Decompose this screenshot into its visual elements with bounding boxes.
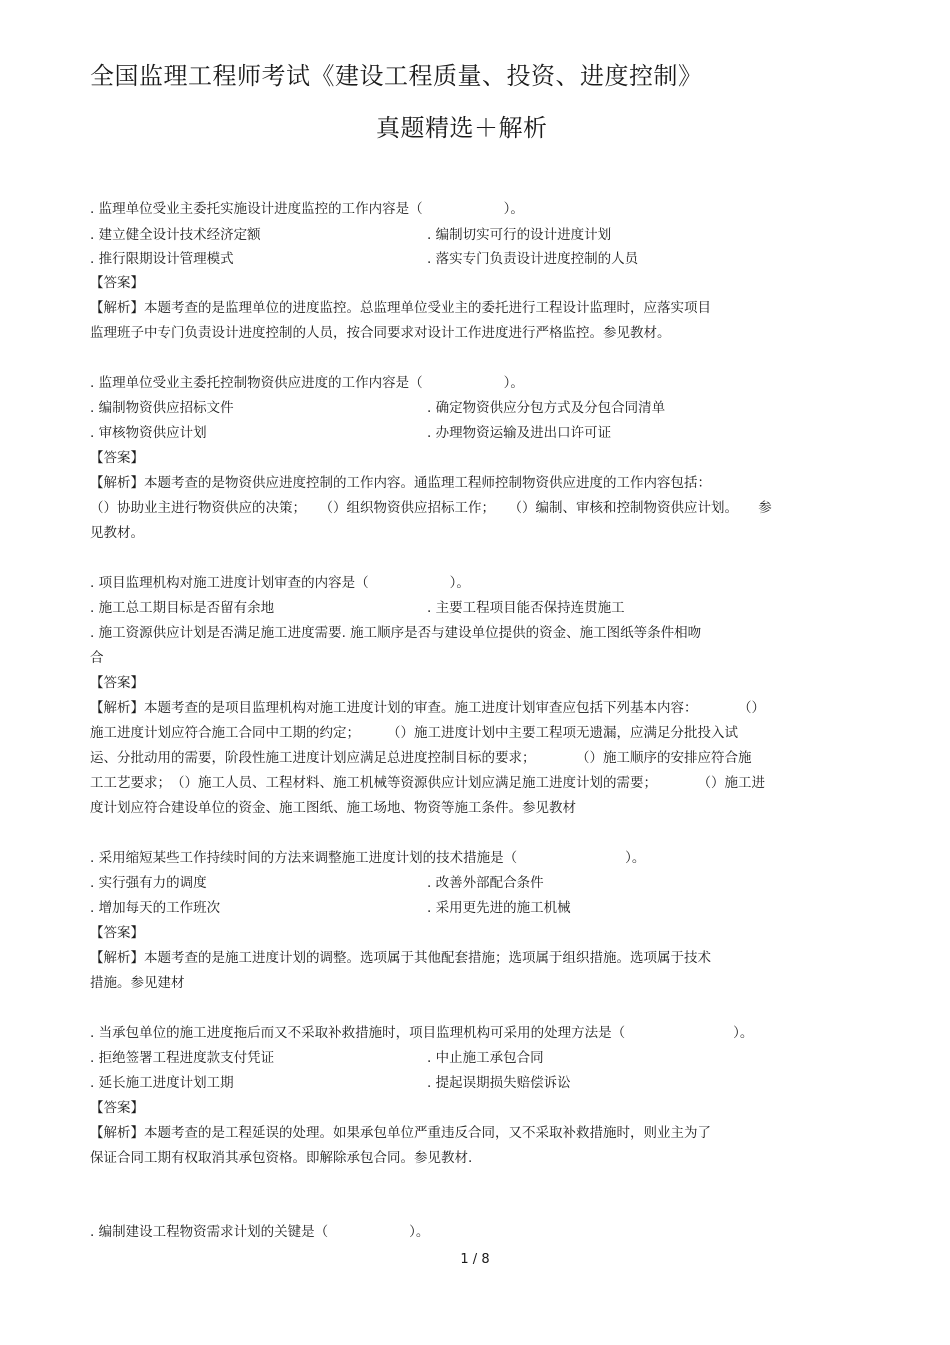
question-1-analysis-line: 【解析】本题考查的是监理单位的进度监控。总监理单位受业主的委托进行工程设计监理时，应落实项目 xyxy=(90,300,711,316)
question-3-stem: . 项目监理机构对施工进度计划审查的内容是（ ）。 xyxy=(90,575,470,591)
question-1-option-b: . 编制切实可行的设计进度计划 xyxy=(427,227,612,243)
question-2-option-b: . 确定物资供应分包方式及分包合同清单 xyxy=(427,400,666,416)
question-4-option-c: . 增加每天的工作班次 xyxy=(90,900,221,916)
question-4-option-a: . 实行强有力的调度 xyxy=(90,875,207,891)
question-4-analysis-line: 措施。参见建材 xyxy=(90,975,185,991)
question-3-answer: 【答案】 xyxy=(90,675,144,691)
question-3-analysis-line: 工工艺要求； （）施工人员、工程材料、施工机械等资源供应计划应满足施工进度计划的需要； （）施工进 xyxy=(90,775,765,791)
question-1-option-a: . 建立健全设计技术经济定额 xyxy=(90,227,261,243)
question-2-answer: 【答案】 xyxy=(90,450,144,466)
question-5-option-a: . 拒绝签署工程进度款支付凭证 xyxy=(90,1050,275,1066)
question-5-answer: 【答案】 xyxy=(90,1100,144,1116)
question-3-analysis-line: 运、分批动用的需要，阶段性施工进度计划应满足总进度控制目标的要求； （）施工顺序的安排应符合施 xyxy=(90,750,752,766)
document-title-line2: 真题精选＋解析 xyxy=(376,114,548,142)
question-3-option-cd: . 施工资源供应计划是否满足施工进度需要. 施工顺序是否与建设单位提供的资金、施工图纸等条件相吻 xyxy=(90,625,702,641)
question-4-option-b: . 改善外部配合条件 xyxy=(427,875,544,891)
question-5-option-c: . 延长施工进度计划工期 xyxy=(90,1075,234,1091)
question-4-analysis-line: 【解析】本题考查的是施工进度计划的调整。选项属于其他配套措施；选项属于组织措施。选项属于技术 xyxy=(90,950,711,966)
question-3-analysis-line: 度计划应符合建设单位的资金、施工图纸、施工场地、物资等施工条件。参见教材 xyxy=(90,800,576,816)
question-2-option-c: . 审核物资供应计划 xyxy=(90,425,207,441)
question-5-option-d: . 提起误期损失赔偿诉讼 xyxy=(427,1075,571,1091)
question-4-answer: 【答案】 xyxy=(90,925,144,941)
question-4-option-d: . 采用更先进的施工机械 xyxy=(427,900,571,916)
question-3-option-cd-cont: 合 xyxy=(90,650,104,666)
question-3-analysis-line: 施工进度计划应符合施工合同中工期的约定； （）施工进度计划中主要工程项无遗漏，应满足分批投入试 xyxy=(90,725,738,741)
question-3-analysis-line: 【解析】本题考查的是项目监理机构对施工进度计划的审查。施工进度计划审查应包括下列基本内容： （） xyxy=(90,700,765,716)
question-5-analysis-line: 【解析】本题考查的是工程延误的处理。如果承包单位严重违反合同，又不采取补救措施时，则业主为了 xyxy=(90,1125,711,1141)
question-5-option-b: . 中止施工承包合同 xyxy=(427,1050,544,1066)
question-1-analysis-line: 监理班子中专门负责设计进度控制的人员，按合同要求对设计工作进度进行严格监控。参见教材。 xyxy=(90,325,671,341)
question-1-answer: 【答案】 xyxy=(90,275,144,291)
question-2-analysis-line: 【解析】本题考查的是物资供应进度控制的工作内容。通监理工程师控制物资供应进度的工作内容包括： xyxy=(90,475,711,491)
question-2-option-a: . 编制物资供应招标文件 xyxy=(90,400,234,416)
question-1-option-c: . 推行限期设计管理模式 xyxy=(90,251,234,267)
question-2-analysis-line: （）协助业主进行物资供应的决策； （）组织物资供应招标工作； （）编制、审核和控制物资供应计划。 参 xyxy=(90,500,772,516)
question-3-option-a: . 施工总工期目标是否留有余地 xyxy=(90,600,275,616)
question-1-stem: . 监理单位受业主委托实施设计进度监控的工作内容是（ ）。 xyxy=(90,201,524,217)
question-3-option-b: . 主要工程项目能否保持连贯施工 xyxy=(427,600,625,616)
question-5-analysis-line: 保证合同工期有权取消其承包资格。即解除承包合同。参见教材. xyxy=(90,1150,473,1166)
question-2-stem: . 监理单位受业主委托控制物资供应进度的工作内容是（ ）。 xyxy=(90,375,524,391)
question-2-analysis-line: 见教材。 xyxy=(90,525,144,541)
question-6-stem: . 编制建设工程物资需求计划的关键是（ ）。 xyxy=(90,1224,430,1240)
page-number: 1 / 8 xyxy=(460,1252,490,1267)
question-4-stem: . 采用缩短某些工作持续时间的方法来调整施工进度计划的技术措施是（ ）。 xyxy=(90,850,646,866)
question-5-stem: . 当承包单位的施工进度拖后而又不采取补救措施时，项目监理机构可采用的处理方法是（ ）。 xyxy=(90,1025,754,1041)
document-title-line1: 全国监理工程师考试《建设工程质量、投资、进度控制》 xyxy=(90,62,703,90)
question-1-option-d: . 落实专门负责设计进度控制的人员 xyxy=(427,251,639,267)
question-2-option-d: . 办理物资运输及进出口许可证 xyxy=(427,425,612,441)
